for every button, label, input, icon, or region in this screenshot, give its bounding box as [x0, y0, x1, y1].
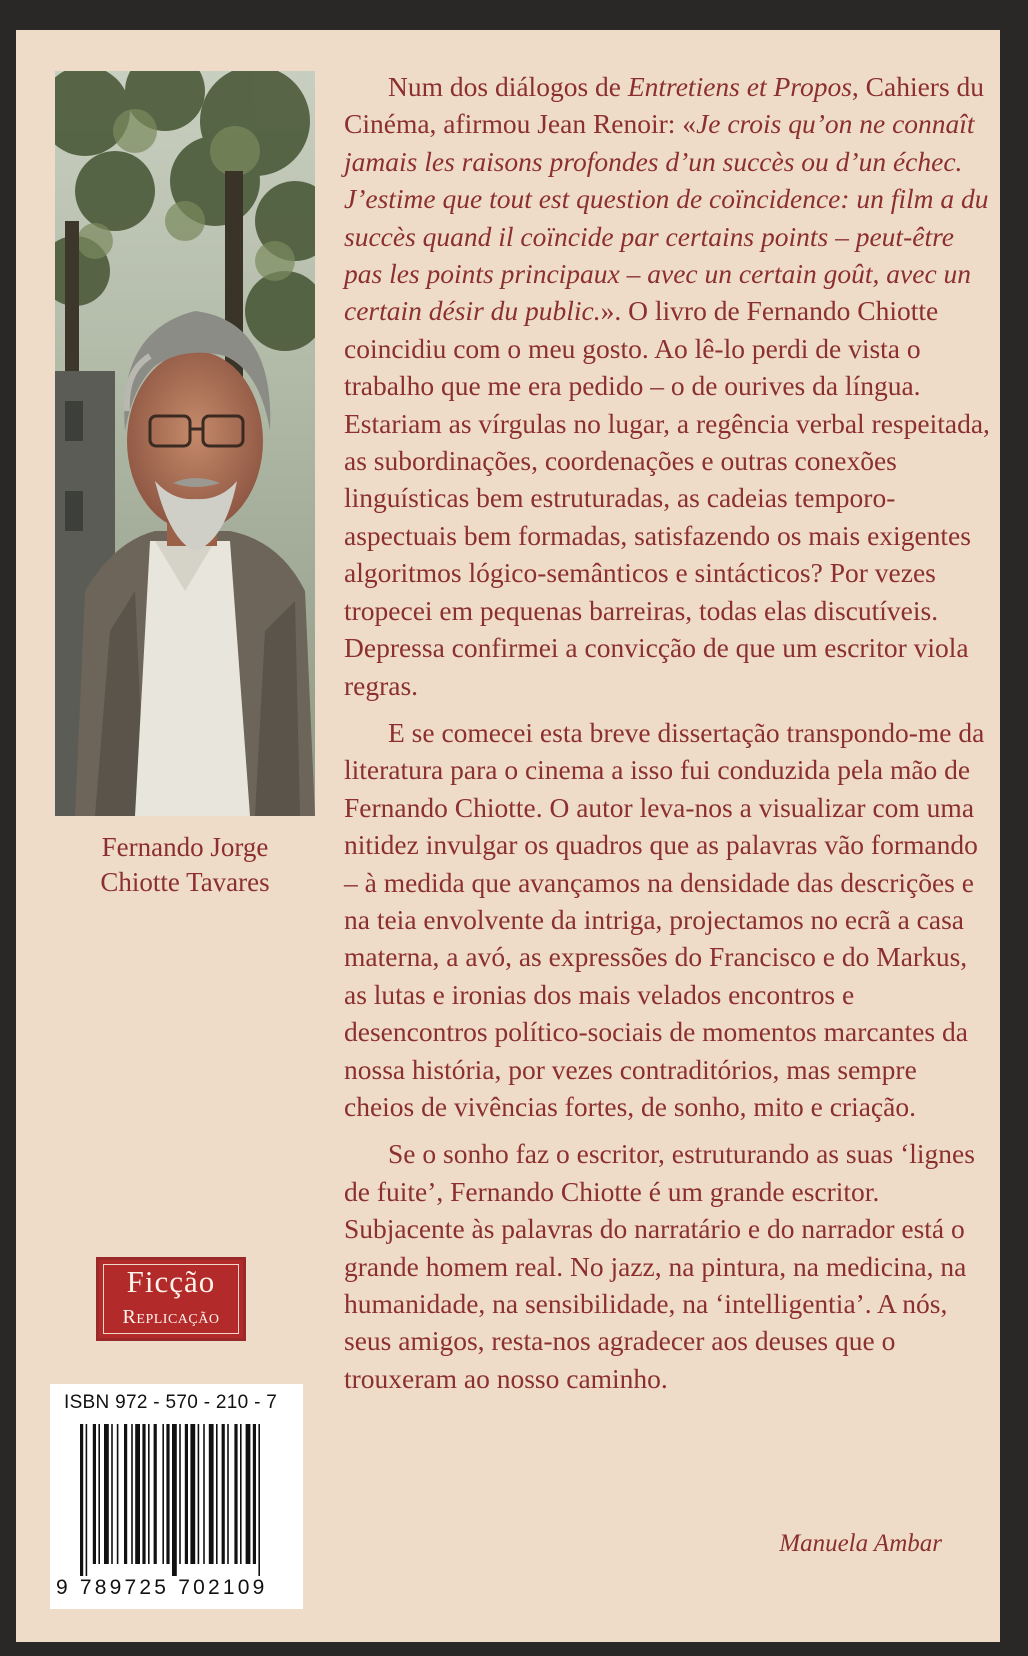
barcode-icon [80, 1424, 275, 1576]
text-span: Se o sonho faz o escritor, estruturando as suas ‘lignes de fuite’, Fernando Chiotte é um grande escritor. Subjacente às palavras do narratário e do narrador está o grande homem real. No jazz, na pintura, na medicina, na humanidade, na sensibilidade, na ‘intelligentia’. A nós, seus amigos, resta-nos agradecer aos deuses que o trouxeram ao nosso caminho. [344, 1138, 975, 1394]
barcode-bar [142, 1424, 145, 1564]
barcode-bar [104, 1424, 109, 1564]
barcode-bar [80, 1424, 83, 1576]
barcode-bar [246, 1424, 251, 1564]
barcode-bar [111, 1424, 113, 1564]
collection-badge [96, 1257, 246, 1341]
ean-number: 9 789725 702109 [56, 1576, 268, 1599]
text-span: E se comecei esta breve dissertação transpondo-me da literatura para o cinema a isso fui conduzida pela mão de Fernando Chiotte. O autor leva-nos a visualizar com uma nitidez invulgar os quadros que as palavras vão formando – à medida que avançamos na densidade das descrições e na teia envolvente da intriga, projectamos no ecrã a casa materna, a avó, as expressões do Francisco e do Markus, as lutas e ironias dos mais velados encontros e desencontros político-sociais de momentos marcantes da nossa história, por vezes contraditórios, mas sempre cheios de vivências fortes, de sonho, mito e criação. [344, 716, 985, 1122]
text-span: Num dos diálogos de [388, 71, 628, 102]
book-back-cover [16, 30, 1000, 1642]
barcode-bar [179, 1424, 181, 1564]
barcode-bar [98, 1424, 100, 1564]
barcode-bar [209, 1424, 214, 1564]
text-span: ». O livro de Fernando Chiotte coincidiu com o meu gosto. Ao lê-lo perdi de vista o trabalho que me era pedido – o de ourives da língua. Estariam as vírgulas no lugar, a regência verbal respeitada, as subordinações, coordenações e outras conexões linguísticas bem estruturadas, as cadeias temporo-aspectuais bem formadas, satisfazendo os mais exigentes algoritmos lógico-semânticos e sintácticos? Por vezes tropecei em pequenas barreiras, todas elas discutíveis. Depressa confirmei a convicção de que um escritor viola regras. [344, 295, 990, 701]
barcode-bar [240, 1424, 242, 1564]
text-span: , Cahiers du Cinéma, afirmou Jean Renoir: « [344, 71, 985, 140]
barcode-bar [190, 1424, 195, 1564]
barcode-bar [131, 1424, 133, 1564]
barcode-bar [154, 1424, 157, 1564]
barcode-box [50, 1384, 303, 1609]
barcode-bar [234, 1424, 237, 1564]
barcode-bar [93, 1424, 96, 1564]
italic-quote: Entretiens et Propos [627, 71, 852, 102]
barcode-bar [258, 1424, 260, 1576]
barcode-bar [203, 1424, 205, 1564]
caption-line-2: Chiotte Tavares [100, 867, 270, 897]
barcode-bar [166, 1424, 169, 1564]
paragraph [344, 714, 992, 1125]
barcode-bar [124, 1424, 127, 1564]
caption-line-1: Fernando Jorge [101, 832, 269, 862]
barcode-bar [253, 1424, 256, 1564]
barcode-bar [198, 1424, 200, 1564]
barcode-bar [117, 1424, 119, 1564]
paragraph [344, 68, 992, 704]
author-name-caption [55, 830, 315, 900]
barcode-bar [135, 1424, 140, 1564]
badge-publisher-name: Replicação [122, 1306, 220, 1328]
barcode-bar [162, 1424, 164, 1564]
barcode-bar [185, 1424, 188, 1564]
author-photo [55, 71, 315, 816]
barcode-bar [216, 1424, 218, 1564]
barcode-bar [148, 1424, 150, 1564]
badge-collection-title: Ficção [126, 1264, 216, 1299]
barcode-bar [227, 1424, 229, 1564]
italic-quote: Je crois qu’on ne connaît jamais les raisons profondes d’un succès ou d’un échec. J’estime que tout est question de coïncidence: un film a du succès quand il coïncide par certains points – peut-être pas les points principaux – avec un certain goût, avec un certain désir du public. [344, 108, 989, 327]
blurb-text [344, 68, 992, 1407]
barcode-bar [222, 1424, 225, 1564]
signature: Manuela Ambar [779, 1530, 942, 1557]
barcode-bar [86, 1424, 88, 1576]
barcode-bar [172, 1424, 177, 1576]
isbn-label: ISBN 972 - 570 - 210 - 7 [64, 1392, 278, 1413]
paragraph [344, 1135, 992, 1397]
